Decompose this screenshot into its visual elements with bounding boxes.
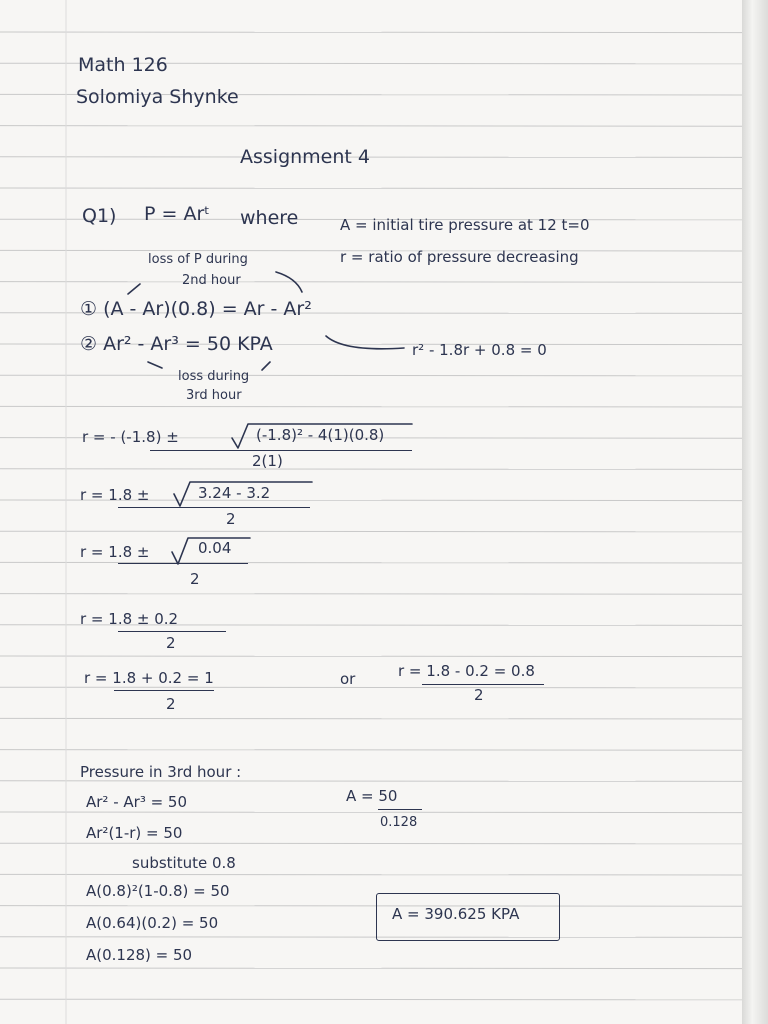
course-name: Math 126 [78,54,168,76]
arrow-loss-3-right [262,362,270,370]
step1-lhs: r = - (-1.8) ± [82,428,179,446]
step4-denominator: 2 [166,634,176,652]
arrow-to-quadratic [326,336,404,349]
formula: P = Arᵗ [144,203,210,225]
step2-denominator: 2 [226,510,236,528]
step3-lhs: r = 1.8 ± [80,543,150,561]
arrow-loss-3-left [148,362,162,368]
definition-A: A = initial tire pressure at 12 t=0 [340,216,590,234]
arrow-loss-p-right [276,272,302,292]
note-loss-p-hour: 2nd hour [182,273,241,288]
step5-denominator: 2 [166,695,176,713]
assignment-title: Assignment 4 [240,146,370,168]
a-numerator: A = 50 [346,787,398,805]
pressure-line-3: substitute 0.8 [132,854,236,872]
definition-r: r = ratio of pressure decreasing [340,248,579,266]
step1-radicand: (-1.8)² - 4(1)(0.8) [256,426,385,444]
step6-lhs: r = 1.8 - 0.2 = 0.8 [398,662,535,680]
radical-sign-1 [232,424,412,448]
step6-denominator: 2 [474,686,484,704]
radical-sign-3 [172,538,250,564]
final-answer: A = 390.625 KPA [392,905,520,923]
step2-lhs: r = 1.8 ± [80,486,150,504]
student-name: Solomiya Shynke [76,86,239,108]
step5-lhs: r = 1.8 + 0.2 = 1 [84,669,214,687]
arrow-loss-p-left [128,284,140,294]
note-loss-3-hour: 3rd hour [186,388,242,403]
step4-lhs: r = 1.8 ± 0.2 [80,610,179,628]
equation-2: ② Ar² - Ar³ = 50 KPA [80,333,273,355]
step3-denominator: 2 [190,570,200,588]
pressure-line-5: A(0.64)(0.2) = 50 [86,914,219,932]
pressure-title: Pressure in 3rd hour : [80,763,242,781]
step1-denominator: 2(1) [252,452,283,470]
pressure-line-2: Ar²(1-r) = 50 [86,824,183,842]
a-denominator: 0.128 [380,815,418,830]
note-loss-3: loss during [178,369,250,384]
pressure-line-1: Ar² - Ar³ = 50 [86,793,188,811]
radical-sign-2 [174,482,312,506]
pressure-line-4: A(0.8)²(1-0.8) = 50 [86,882,230,900]
quadratic-equation: r² - 1.8r + 0.8 = 0 [412,341,547,359]
question-number: Q1) [82,205,117,227]
step3-radicand: 0.04 [198,539,232,557]
or-word: or [340,670,356,688]
note-loss-p: loss of P during [148,252,248,267]
pressure-line-6: A(0.128) = 50 [86,946,193,964]
step2-radicand: 3.24 - 3.2 [198,484,271,502]
equation-1: ① (A - Ar)(0.8) = Ar - Ar² [80,298,312,320]
where-word: where [240,207,299,229]
